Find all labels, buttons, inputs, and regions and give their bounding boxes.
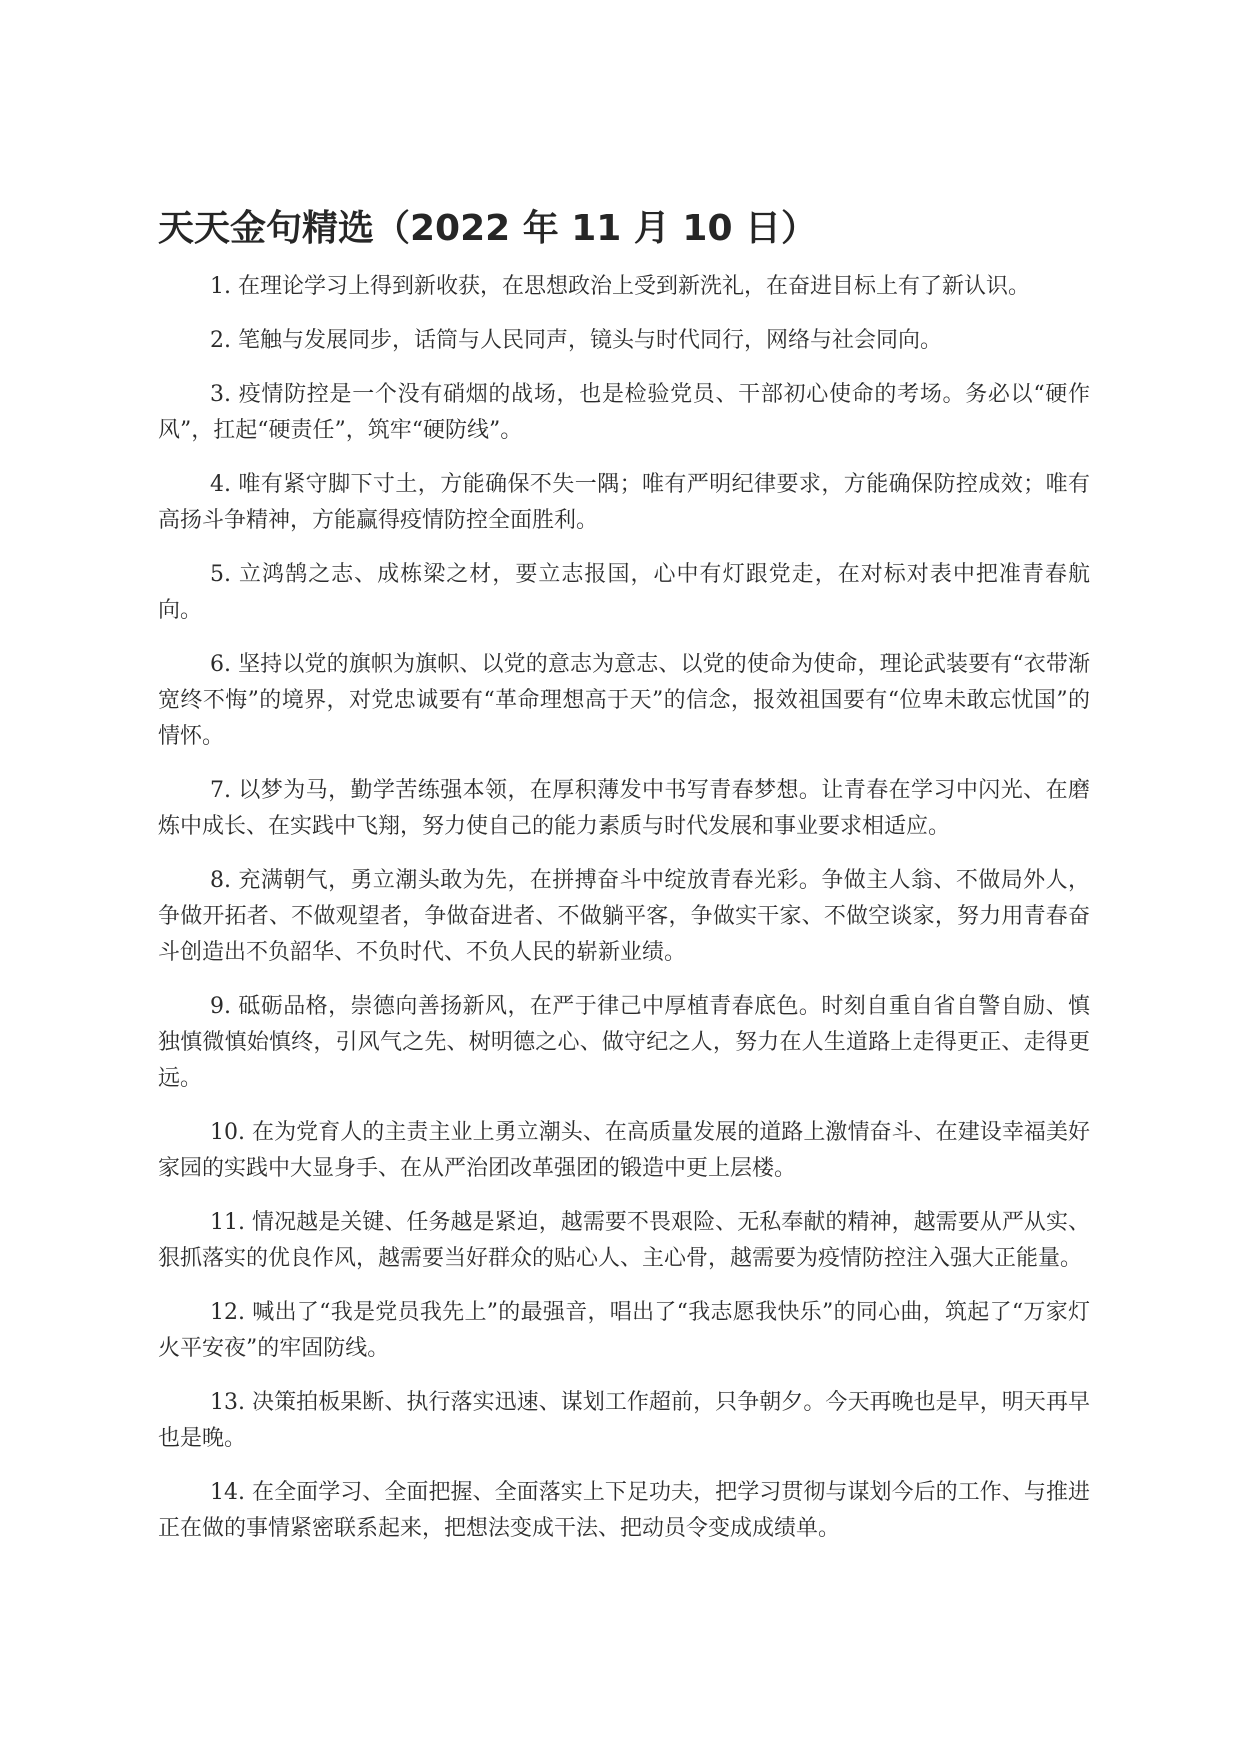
quote-item-12: 12. 喊出了“我是党员我先上”的最强音，唱出了“我志愿我快乐”的同心曲，筑起了“万家灯火平安夜”的牢固防线。 [158, 1300, 1090, 1361]
quote-list [158, 269, 1090, 1565]
quote-item-5: 5. 立鸿鹄之志、成栋梁之材，要立志报国，心中有灯跟党走，在对标对表中把准青春航向。 [158, 562, 1090, 623]
quote-item-8: 8. 充满朝气，勇立潮头敢为先，在拼搏奋斗中绽放青春光彩。争做主人翁、不做局外人，争做开拓者、不做观望者，争做奋进者、不做躺平客，争做实干家、不做空谈家，努力用青春奋斗创造出不负韶华、不负时代、不负人民的崭新业绩。 [158, 868, 1090, 965]
quote-item-4: 4. 唯有紧守脚下寸土，方能确保不失一隅；唯有严明纪律要求，方能确保防控成效；唯有高扬斗争精神，方能赢得疫情防控全面胜利。 [158, 472, 1090, 533]
quote-item-2: 2. 笔触与发展同步，话筒与人民同声，镜头与时代同行，网络与社会同向。 [210, 328, 942, 353]
quote-item-14: 14. 在全面学习、全面把握、全面落实上下足功夫，把学习贯彻与谋划今后的工作、与推进正在做的事情紧密联系起来，把想法变成干法、把动员令变成成绩单。 [158, 1480, 1090, 1541]
quote-item-6: 6. 坚持以党的旗帜为旗帜、以党的意志为意志、以党的使命为使命，理论武装要有“衣带渐宽终不悔”的境界，对党忠诚要有“革命理想高于天”的信念，报效祖国要有“位卑未敢忘忧国”的情怀。 [158, 652, 1090, 749]
quote-item-10: 10. 在为党育人的主责主业上勇立潮头、在高质量发展的道路上激情奋斗、在建设幸福美好家园的实践中大显身手、在从严治团改革强团的锻造中更上层楼。 [158, 1120, 1090, 1181]
quote-item-13: 13. 决策拍板果断、执行落实迅速、谋划工作超前，只争朝夕。今天再晚也是早，明天再早也是晚。 [158, 1390, 1090, 1451]
page-title: 天天金句精选（2022 年 11 月 10 日） [158, 208, 818, 249]
quote-item-11: 11. 情况越是关键、任务越是紧迫，越需要不畏艰险、无私奉献的精神，越需要从严从实、狠抓落实的优良作风，越需要当好群众的贴心人、主心骨，越需要为疫情防控注入强大正能量。 [158, 1210, 1090, 1271]
quote-item-9: 9. 砥砺品格，崇德向善扬新风，在严于律己中厚植青春底色。时刻自重自省自警自励、慎独慎微慎始慎终，引风气之先、树明德之心、做守纪之人，努力在人生道路上走得更正、走得更远。 [158, 994, 1090, 1091]
quote-item-3: 3. 疫情防控是一个没有硝烟的战场，也是检验党员、干部初心使命的考场。务必以“硬作风”，扛起“硬责任”，筑牢“硬防线”。 [158, 382, 1090, 443]
quote-item-7: 7. 以梦为马，勤学苦练强本领，在厚积薄发中书写青春梦想。让青春在学习中闪光、在磨炼中成长、在实践中飞翔，努力使自己的能力素质与时代发展和事业要求相适应。 [158, 778, 1090, 839]
quote-item-1: 1. 在理论学习上得到新收获，在思想政治上受到新洗礼，在奋进目标上有了新认识。 [210, 274, 1030, 299]
